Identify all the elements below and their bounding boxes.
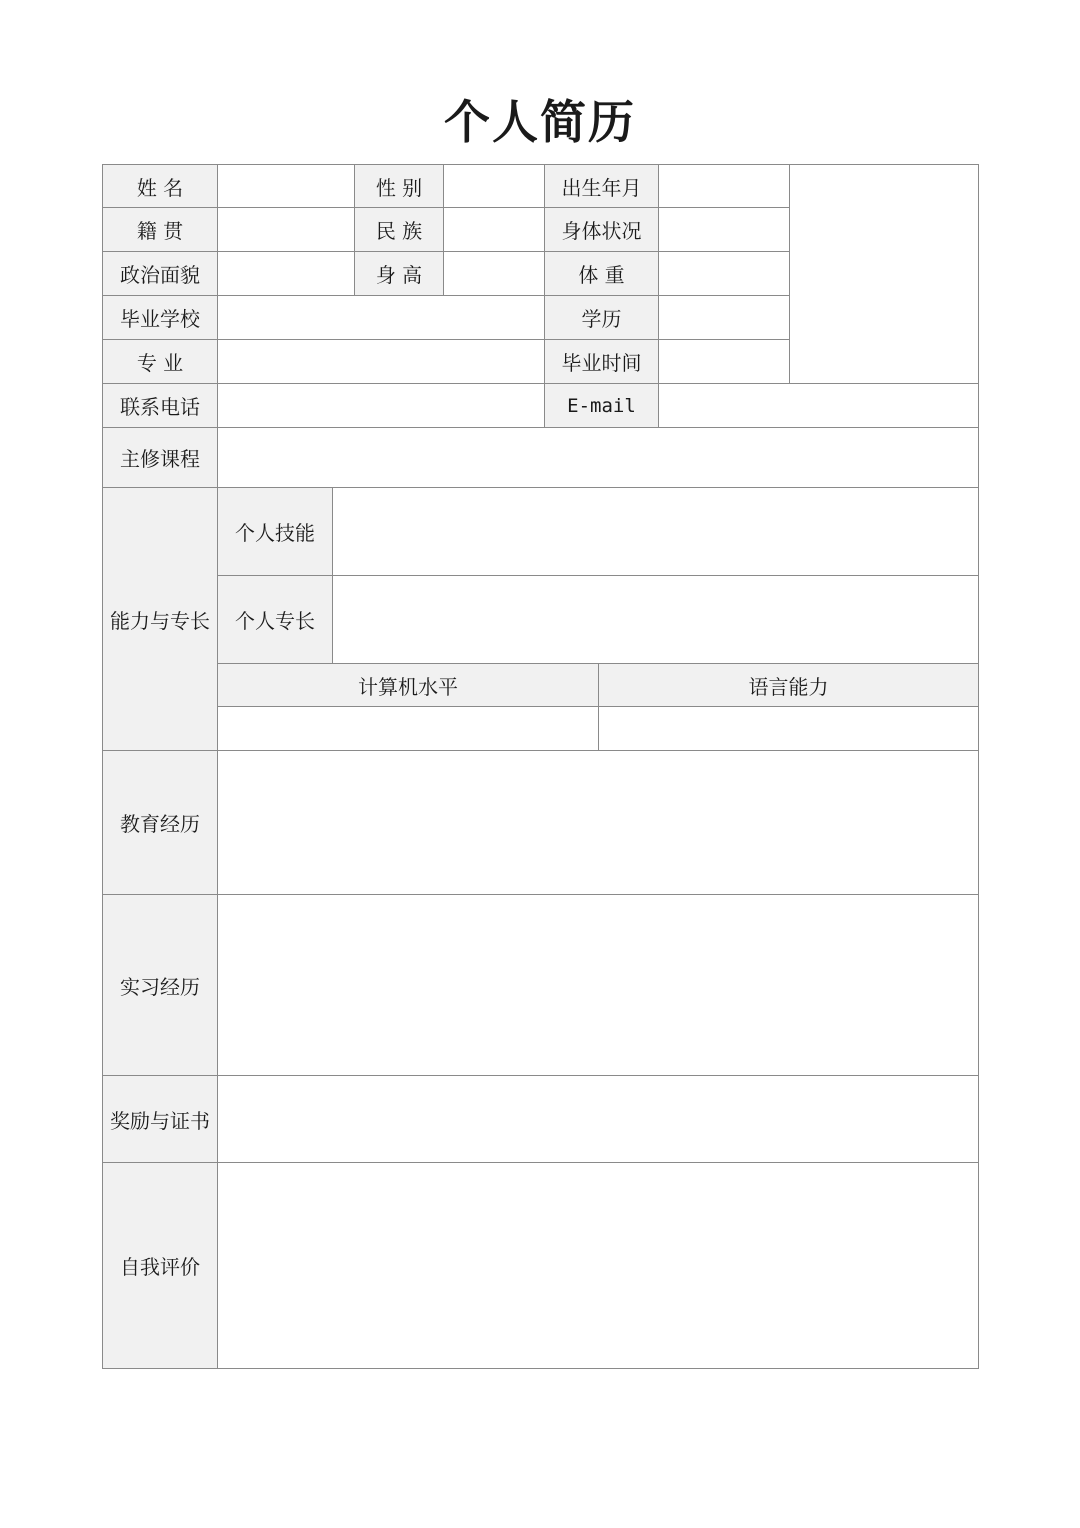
major-label: 专 业 [102,339,218,384]
education-label: 教育经历 [102,750,218,895]
health-field[interactable] [658,207,790,252]
origin-field[interactable] [217,207,355,252]
language-field[interactable] [598,706,979,751]
political-label: 政治面貌 [102,251,218,296]
internship-field[interactable] [217,894,979,1076]
grad-time-label: 毕业时间 [544,339,659,384]
weight-label: 体 重 [544,251,659,296]
education-field[interactable] [217,750,979,895]
gender-field[interactable] [443,164,545,208]
ability-label: 能力与专长 [102,487,218,751]
degree-label: 学历 [544,295,659,340]
school-field[interactable] [217,295,545,340]
phone-field[interactable] [217,383,545,428]
photo-box[interactable] [789,164,979,384]
school-label: 毕业学校 [102,295,218,340]
email-label: E-mail [544,383,659,428]
specialty-label: 个人专长 [217,575,333,664]
name-field[interactable] [217,164,355,208]
height-field[interactable] [443,251,545,296]
self-eval-field[interactable] [217,1162,979,1369]
phone-label: 联系电话 [102,383,218,428]
political-field[interactable] [217,251,355,296]
page-title: 个人简历 [444,95,636,149]
courses-label: 主修课程 [102,427,218,488]
awards-field[interactable] [217,1075,979,1163]
gender-label: 性 别 [354,164,444,208]
language-label: 语言能力 [598,663,979,707]
degree-field[interactable] [658,295,790,340]
courses-field[interactable] [217,427,979,488]
grad-time-field[interactable] [658,339,790,384]
major-field[interactable] [217,339,545,384]
birth-label: 出生年月 [544,164,659,208]
email-field[interactable] [658,383,979,428]
origin-label: 籍 贯 [102,207,218,252]
skills-label: 个人技能 [217,487,333,576]
birth-field[interactable] [658,164,790,208]
skills-field[interactable] [332,487,979,576]
self-eval-label: 自我评价 [102,1162,218,1369]
specialty-field[interactable] [332,575,979,664]
computer-field[interactable] [217,706,599,751]
ethnicity-field[interactable] [443,207,545,252]
ethnicity-label: 民 族 [354,207,444,252]
computer-label: 计算机水平 [217,663,599,707]
height-label: 身 高 [354,251,444,296]
awards-label: 奖励与证书 [102,1075,218,1163]
internship-label: 实习经历 [102,894,218,1076]
weight-field[interactable] [658,251,790,296]
health-label: 身体状况 [544,207,659,252]
name-label: 姓 名 [102,164,218,208]
